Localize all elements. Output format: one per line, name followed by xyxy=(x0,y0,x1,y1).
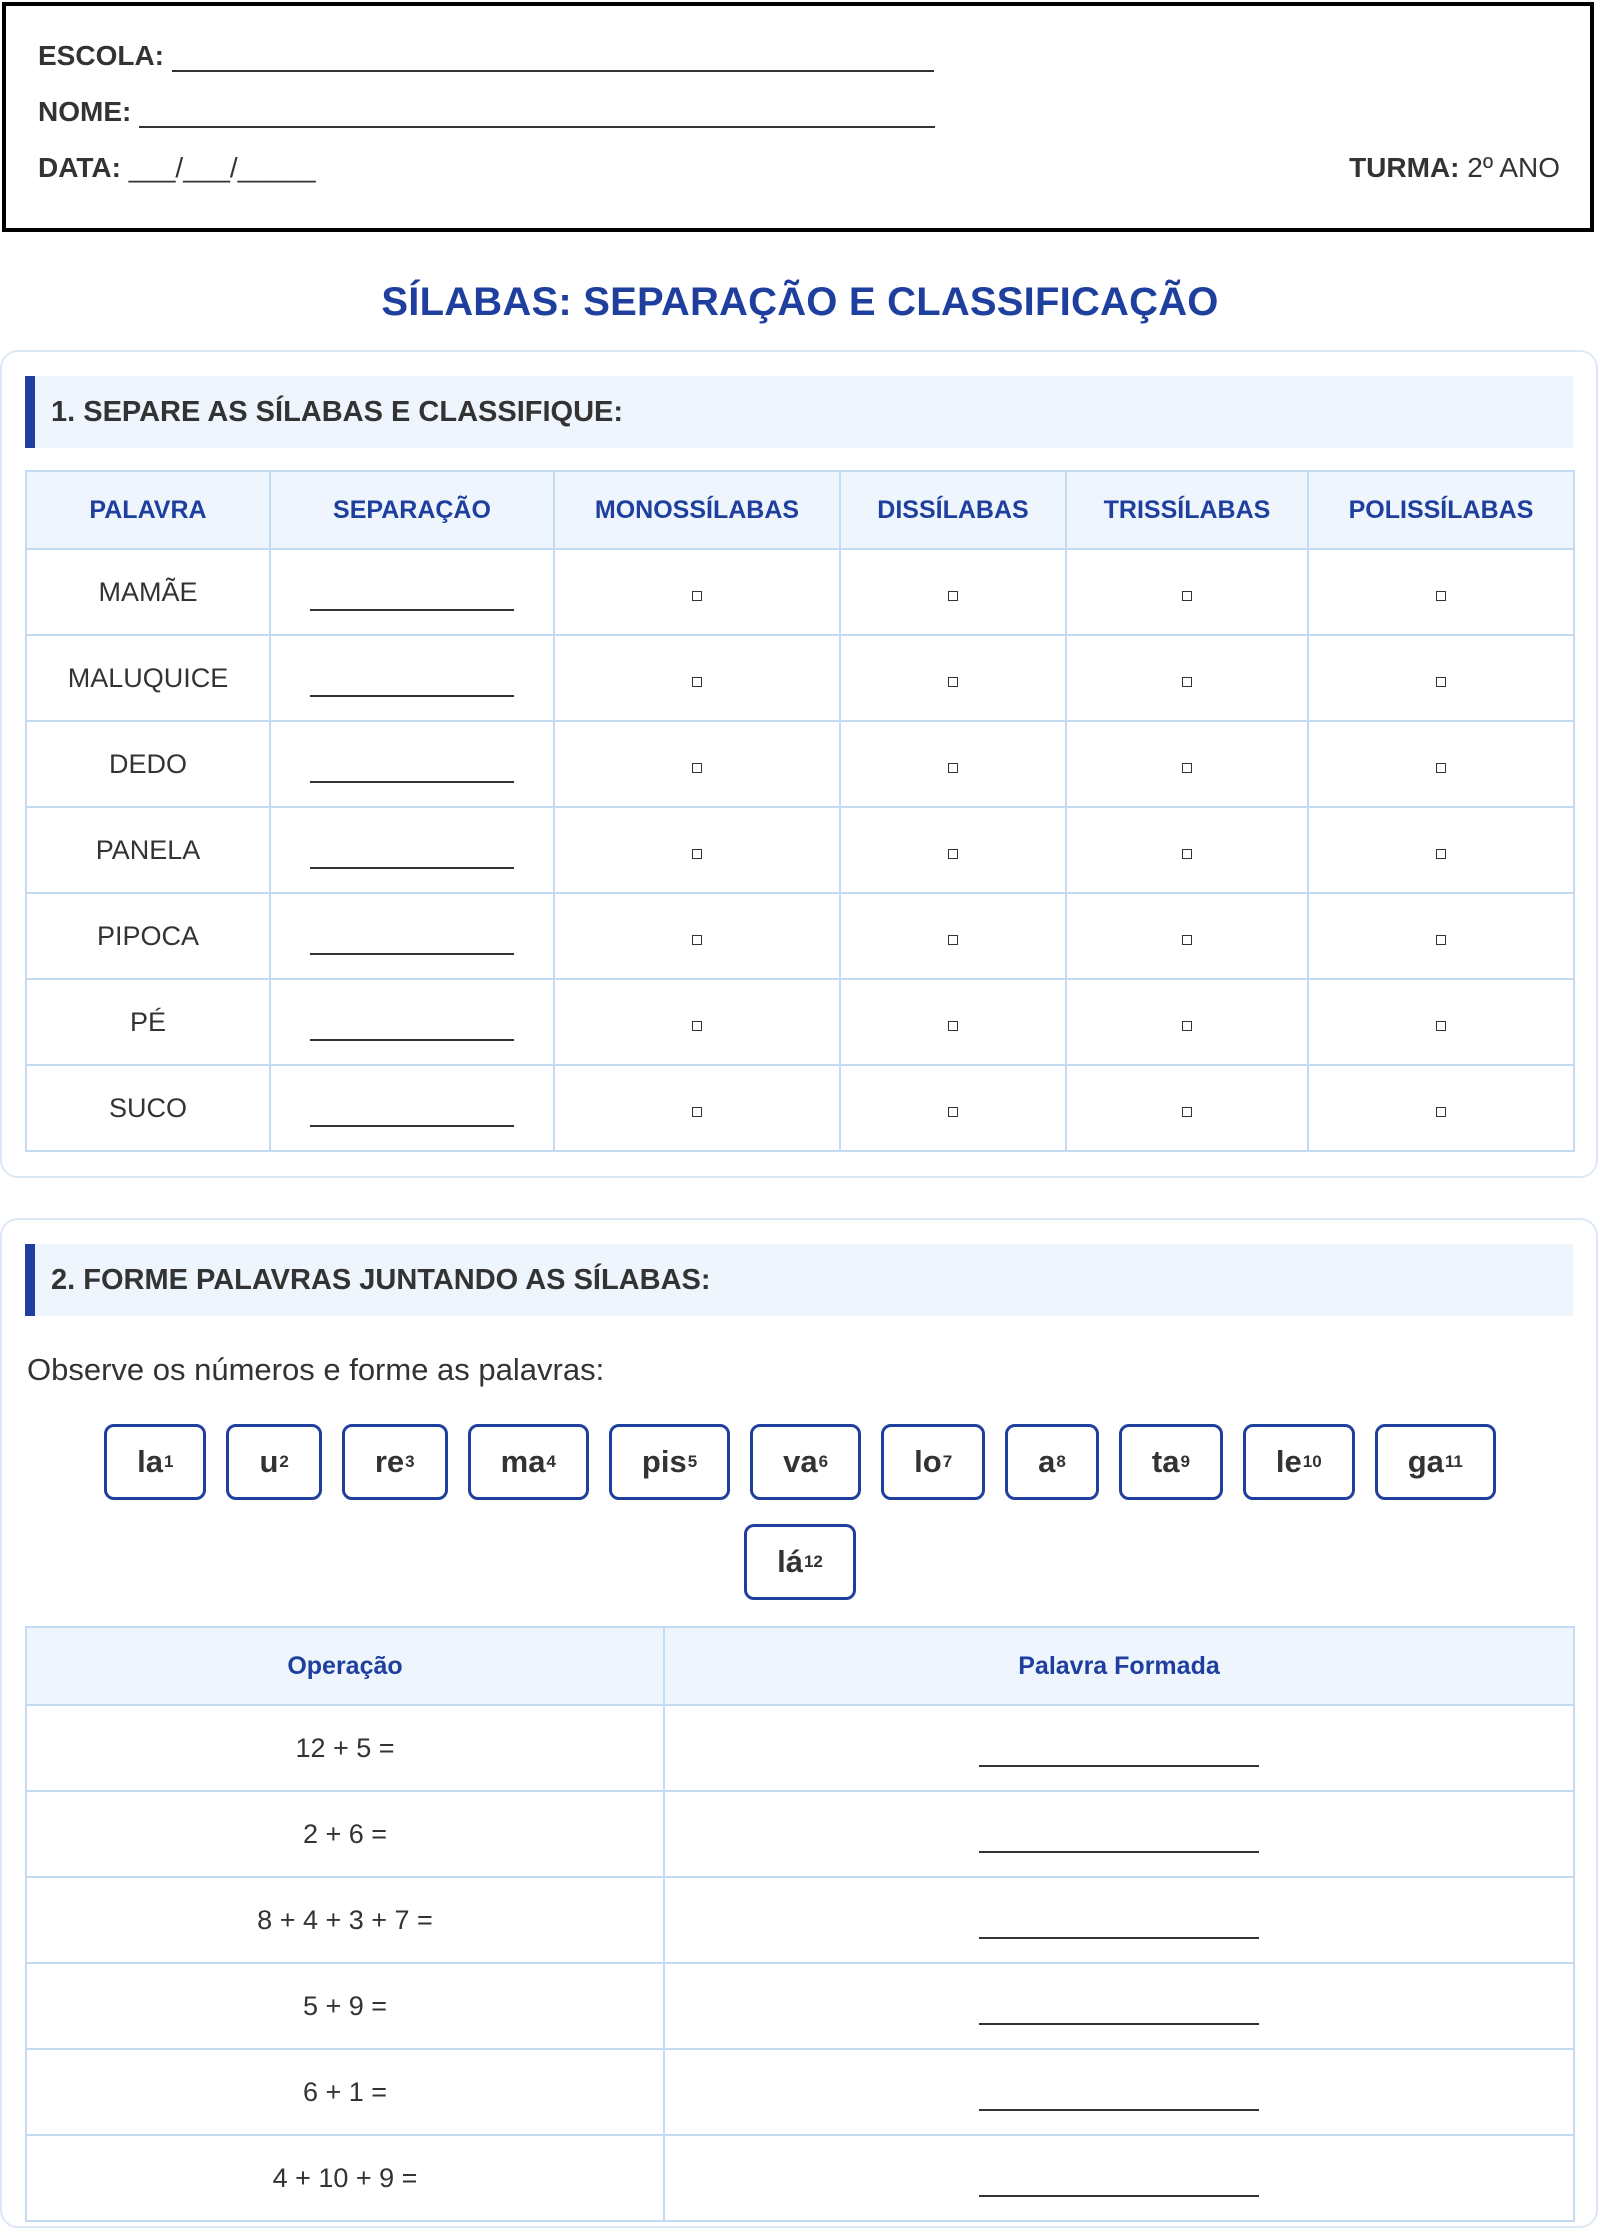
separation-answer-line[interactable] xyxy=(310,931,514,955)
word-answer-line[interactable] xyxy=(979,2087,1259,2111)
table-header-row xyxy=(26,1627,1574,1705)
syllable-chip: la 1 xyxy=(104,1424,206,1500)
separation-cell xyxy=(270,807,554,893)
separation-answer-line[interactable] xyxy=(310,845,514,869)
escola-line xyxy=(38,40,934,72)
syllable-chip: ga 11 xyxy=(1375,1424,1496,1500)
table-row xyxy=(26,979,1574,1065)
date-field[interactable]: ___/___/_____ xyxy=(128,152,316,183)
syllable-text: pis xyxy=(641,1444,687,1479)
monossilaba-cell xyxy=(554,893,840,979)
word-answer-line[interactable] xyxy=(979,1829,1259,1853)
answer-cell xyxy=(664,2049,1574,2135)
separation-cell xyxy=(270,893,554,979)
polissilaba-cell xyxy=(1308,721,1574,807)
dissilaba-cell xyxy=(840,549,1066,635)
polissilaba-checkbox[interactable] xyxy=(1436,935,1446,945)
section-1-heading: 1. SEPARE AS SÍLABAS E CLASSIFIQUE: xyxy=(25,376,1573,448)
word-cell: MAMÃE xyxy=(26,549,270,635)
polissilaba-checkbox[interactable] xyxy=(1436,1021,1446,1031)
syllable-text: ga xyxy=(1407,1444,1444,1479)
monossilaba-cell xyxy=(554,979,840,1065)
dissilaba-cell xyxy=(840,893,1066,979)
trissilaba-cell xyxy=(1066,1065,1308,1151)
syllable-text: re xyxy=(374,1444,405,1479)
syllable-classification-table xyxy=(25,470,1575,1152)
syllable-text: la xyxy=(137,1444,163,1479)
table-header-row xyxy=(26,471,1574,549)
monossilaba-checkbox[interactable] xyxy=(692,591,702,601)
table-row xyxy=(26,549,1574,635)
dissilaba-checkbox[interactable] xyxy=(948,591,958,601)
word-cell: PIPOCA xyxy=(26,893,270,979)
table-row xyxy=(26,1791,1574,1877)
trissilaba-cell xyxy=(1066,893,1308,979)
page-title: SÍLABAS: SEPARAÇÃO E CLASSIFICAÇÃO xyxy=(381,280,1219,324)
data-line xyxy=(38,152,316,184)
monossilaba-checkbox[interactable] xyxy=(692,1107,702,1117)
word-cell: PANELA xyxy=(26,807,270,893)
table-row xyxy=(26,635,1574,721)
syllable-chip: ta 9 xyxy=(1119,1424,1223,1500)
dissilaba-checkbox[interactable] xyxy=(948,1107,958,1117)
table-row xyxy=(26,1065,1574,1151)
trissilaba-checkbox[interactable] xyxy=(1182,935,1192,945)
trissilaba-checkbox[interactable] xyxy=(1182,1021,1192,1031)
turma xyxy=(1349,152,1560,184)
dissilaba-checkbox[interactable] xyxy=(948,849,958,859)
dissilaba-checkbox[interactable] xyxy=(948,935,958,945)
table-row xyxy=(26,807,1574,893)
monossilaba-cell xyxy=(554,549,840,635)
dissilaba-cell xyxy=(840,979,1066,1065)
syllable-chip: lá 12 xyxy=(744,1524,856,1600)
trissilaba-cell xyxy=(1066,807,1308,893)
word-answer-line[interactable] xyxy=(979,2173,1259,2197)
syllable-chip: lo 7 xyxy=(881,1424,985,1500)
word-formation-table xyxy=(25,1626,1575,2222)
polissilaba-cell xyxy=(1308,807,1574,893)
answer-cell xyxy=(664,1963,1574,2049)
turma-label: TURMA: xyxy=(1349,152,1460,183)
syllable-text: u xyxy=(259,1444,279,1479)
word-cell: DEDO xyxy=(26,721,270,807)
answer-cell xyxy=(664,1705,1574,1791)
trissilaba-checkbox[interactable] xyxy=(1182,849,1192,859)
monossilaba-cell xyxy=(554,635,840,721)
monossilaba-cell xyxy=(554,721,840,807)
nome-label: NOME: xyxy=(38,96,132,127)
syllable-chip: va 6 xyxy=(750,1424,861,1500)
dissilaba-cell xyxy=(840,807,1066,893)
turma-value: 2º ANO xyxy=(1467,152,1560,183)
answer-cell xyxy=(664,1877,1574,1963)
trissilaba-cell xyxy=(1066,635,1308,721)
trissilaba-cell xyxy=(1066,979,1308,1065)
trissilaba-cell xyxy=(1066,549,1308,635)
syllable-text: ta xyxy=(1151,1444,1180,1479)
separation-cell xyxy=(270,549,554,635)
polissilaba-checkbox[interactable] xyxy=(1436,763,1446,773)
word-cell: SUCO xyxy=(26,1065,270,1151)
monossilaba-checkbox[interactable] xyxy=(692,1021,702,1031)
syllable-chip: pis 5 xyxy=(609,1424,730,1500)
table-row xyxy=(26,1705,1574,1791)
separation-answer-line[interactable] xyxy=(310,587,514,611)
syllable-chip: re 3 xyxy=(342,1424,448,1500)
separation-answer-line[interactable] xyxy=(310,1103,514,1127)
separation-answer-line[interactable] xyxy=(310,759,514,783)
monossilaba-checkbox[interactable] xyxy=(692,935,702,945)
polissilaba-cell xyxy=(1308,979,1574,1065)
table-row xyxy=(26,721,1574,807)
section-2-heading: 2. FORME PALAVRAS JUNTANDO AS SÍLABAS: xyxy=(25,1244,1573,1316)
col-polissilabas: POLISSÍLABAS xyxy=(1308,471,1574,549)
syllable-text: ma xyxy=(500,1444,546,1479)
student-info-box xyxy=(2,2,1594,232)
operation-cell: 12 + 5 = xyxy=(26,1705,664,1791)
answer-cell xyxy=(664,1791,1574,1877)
word-answer-line[interactable] xyxy=(979,1743,1259,1767)
separation-cell xyxy=(270,721,554,807)
trissilaba-checkbox[interactable] xyxy=(1182,1107,1192,1117)
monossilaba-cell xyxy=(554,807,840,893)
trissilaba-checkbox[interactable] xyxy=(1182,763,1192,773)
table-row xyxy=(26,2049,1574,2135)
dissilaba-cell xyxy=(840,635,1066,721)
separation-answer-line[interactable] xyxy=(310,1017,514,1041)
col-dissilabas: DISSÍLABAS xyxy=(840,471,1066,549)
syllable-chips-row-1 xyxy=(0,1424,1600,1500)
word-answer-line[interactable] xyxy=(979,2001,1259,2025)
polissilaba-cell xyxy=(1308,1065,1574,1151)
table-row xyxy=(26,1963,1574,2049)
syllable-chip: ma 4 xyxy=(468,1424,589,1500)
word-answer-line[interactable] xyxy=(979,1915,1259,1939)
syllable-chip: le 10 xyxy=(1243,1424,1355,1500)
dissilaba-cell xyxy=(840,721,1066,807)
syllable-chip: u 2 xyxy=(226,1424,321,1500)
syllable-text: a xyxy=(1038,1444,1056,1479)
col-separacao: SEPARAÇÃO xyxy=(270,471,554,549)
col-palavra-formada: Palavra Formada xyxy=(664,1627,1574,1705)
operation-cell: 5 + 9 = xyxy=(26,1963,664,2049)
syllable-text: lo xyxy=(914,1444,942,1479)
syllable-chips-row-2 xyxy=(0,1524,1600,1600)
syllable-chip: a 8 xyxy=(1005,1424,1099,1500)
monossilaba-checkbox[interactable] xyxy=(692,849,702,859)
trissilaba-checkbox[interactable] xyxy=(1182,591,1192,601)
word-cell: MALUQUICE xyxy=(26,635,270,721)
polissilaba-cell xyxy=(1308,549,1574,635)
table-row xyxy=(26,1877,1574,1963)
operation-cell: 6 + 1 = xyxy=(26,2049,664,2135)
polissilaba-cell xyxy=(1308,893,1574,979)
dissilaba-cell xyxy=(840,1065,1066,1151)
polissilaba-checkbox[interactable] xyxy=(1436,849,1446,859)
operation-cell: 8 + 4 + 3 + 7 = xyxy=(26,1877,664,1963)
polissilaba-checkbox[interactable] xyxy=(1436,677,1446,687)
table-row xyxy=(26,893,1574,979)
word-cell: PÉ xyxy=(26,979,270,1065)
polissilaba-cell xyxy=(1308,635,1574,721)
trissilaba-checkbox[interactable] xyxy=(1182,677,1192,687)
monossilaba-checkbox[interactable] xyxy=(692,677,702,687)
table-row xyxy=(26,2135,1574,2221)
polissilaba-checkbox[interactable] xyxy=(1436,1107,1446,1117)
syllable-text: le xyxy=(1275,1444,1302,1479)
separation-cell xyxy=(270,1065,554,1151)
data-label: DATA: xyxy=(38,152,121,183)
monossilaba-cell xyxy=(554,1065,840,1151)
separation-answer-line[interactable] xyxy=(310,673,514,697)
answer-cell xyxy=(664,2135,1574,2221)
polissilaba-checkbox[interactable] xyxy=(1436,591,1446,601)
col-palavra: PALAVRA xyxy=(26,471,270,549)
dissilaba-checkbox[interactable] xyxy=(948,677,958,687)
col-trissilabas: TRISSÍLABAS xyxy=(1066,471,1308,549)
separation-cell xyxy=(270,635,554,721)
syllable-text: va xyxy=(783,1444,818,1479)
syllable-text: lá xyxy=(777,1544,803,1579)
escola-field[interactable] xyxy=(172,42,934,72)
nome-field[interactable] xyxy=(139,98,935,128)
escola-label: ESCOLA: xyxy=(38,40,164,71)
separation-cell xyxy=(270,979,554,1065)
operation-cell: 2 + 6 = xyxy=(26,1791,664,1877)
col-monossilabas: MONOSSÍLABAS xyxy=(554,471,840,549)
nome-line xyxy=(38,96,935,128)
col-operacao: Operação xyxy=(26,1627,664,1705)
monossilaba-checkbox[interactable] xyxy=(692,763,702,773)
dissilaba-checkbox[interactable] xyxy=(948,1021,958,1031)
instruction-text: Observe os números e forme as palavras: xyxy=(27,1352,605,1387)
operation-cell: 4 + 10 + 9 = xyxy=(26,2135,664,2221)
trissilaba-cell xyxy=(1066,721,1308,807)
dissilaba-checkbox[interactable] xyxy=(948,763,958,773)
